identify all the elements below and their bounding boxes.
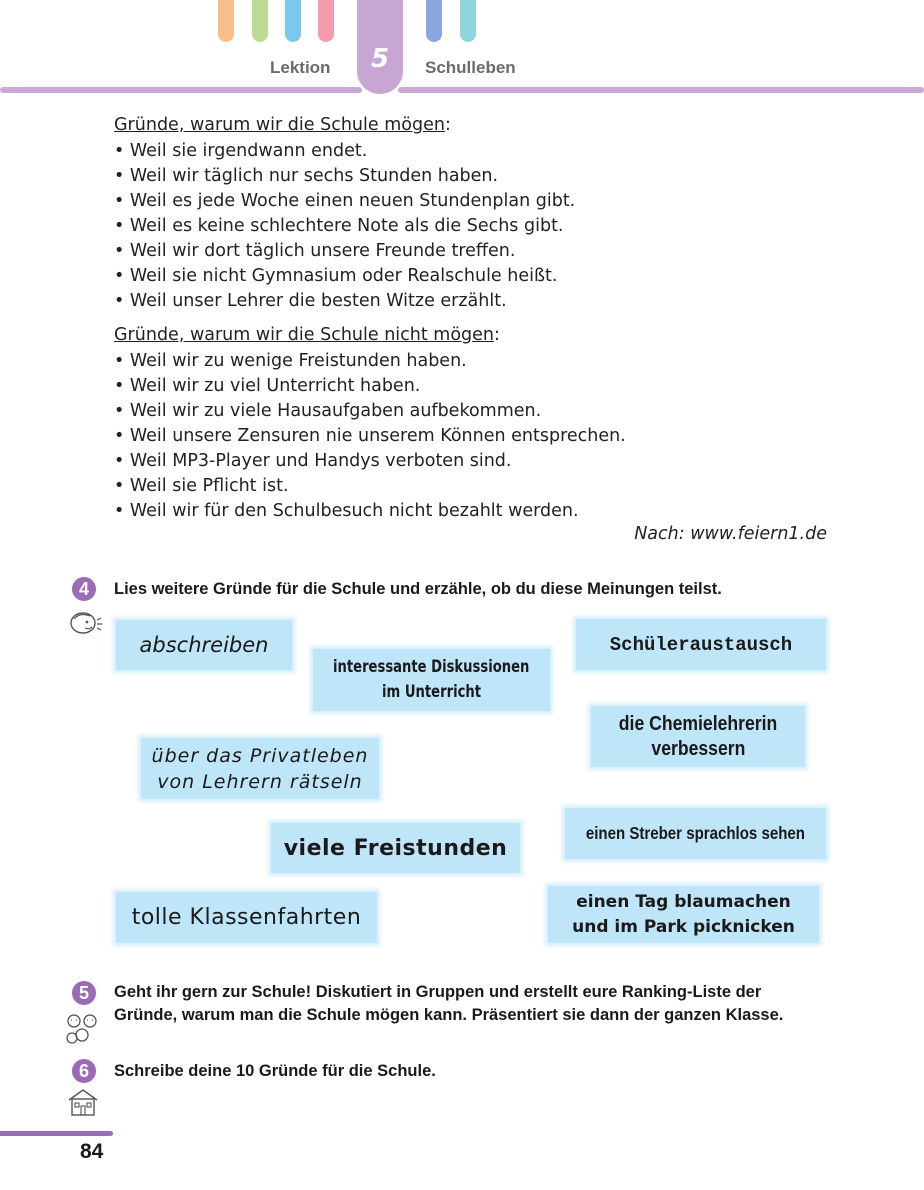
header-line-right [398, 87, 924, 93]
source-citation: Nach: www.feiern1.de [634, 524, 827, 544]
section-like-title-text: Gründe, warum wir die Schule mögen [114, 115, 445, 135]
lesson-number: 5 [370, 44, 390, 74]
header-tab-orange [218, 0, 234, 42]
card-chemielehrerin [591, 706, 805, 767]
header-tab-green [252, 0, 268, 42]
reasons-like-list [114, 139, 575, 314]
card-chemielehrerin-line1: die Chemielehrerin [618, 712, 778, 735]
card-privatleben-line2: von Lehrern rätseln [157, 770, 363, 793]
speaking-head-icon [68, 610, 104, 636]
card-diskussionen [313, 649, 550, 711]
list-item: • Weil unsere Zensuren nie unserem Können entsprechen. [114, 426, 626, 446]
lektion-label: Lektion [270, 58, 331, 77]
card-streber [565, 808, 826, 859]
list-item: • Weil wir für den Schulbesuch nicht bezahlt werden. [114, 501, 579, 521]
header-tab-blue [285, 0, 301, 42]
list-item: • Weil sie nicht Gymnasium oder Realschule heißt. [114, 266, 558, 286]
card-blaumachen-line1: einen Tag blaumachen [576, 891, 791, 912]
reasons-dislike-list [114, 349, 626, 524]
exercise-6-text: Schreibe deine 10 Gründe für die Schule. [114, 1062, 436, 1080]
card-abschreiben-text: abschreiben [139, 633, 269, 657]
card-diskussionen-line1: interessante Diskussionen [333, 657, 530, 677]
list-item: • Weil MP3-Player und Handys verboten sind. [114, 451, 512, 471]
header-line-left [0, 87, 362, 93]
card-schueleraustausch-text: Schüleraustausch [609, 633, 793, 656]
exercise-4-number: 4 [72, 577, 96, 601]
section-dislike-title: Gründe, warum wir die Schule nicht mögen: [114, 325, 500, 345]
card-diskussionen-line2: im Unterricht [382, 682, 481, 702]
list-item: • Weil es jede Woche einen neuen Stundenplan gibt. [114, 191, 576, 211]
list-item: • Weil wir dort täglich unsere Freunde treffen. [114, 241, 516, 261]
card-schueleraustausch [576, 619, 826, 670]
card-blaumachen-line2: und im Park picknicken [572, 916, 795, 937]
list-item: • Weil wir täglich nur sechs Stunden haben. [114, 166, 499, 186]
card-freistunden [271, 823, 520, 873]
card-streber-text: einen Streber sprachlos sehen [585, 823, 806, 843]
card-freistunden-text: viele Freistunden [283, 835, 508, 861]
exercise-5-text [114, 981, 828, 1027]
exercise-4-text: Lies weitere Gründe für die Schule und erzähle, ob du diese Meinungen teilst. [114, 580, 722, 598]
card-chemielehrerin-line2: verbessern [651, 737, 745, 760]
card-privatleben [141, 738, 379, 799]
page-number: 84 [80, 1140, 104, 1163]
list-item: • Weil wir zu wenige Freistunden haben. [114, 351, 467, 371]
exercise-6-number: 6 [72, 1059, 96, 1083]
list-item: • Weil es keine schlechtere Note als die Sechs gibt. [114, 216, 564, 236]
section-dislike-title-text: Gründe, warum wir die Schule nicht mögen [114, 325, 495, 345]
header-tab-indigo [426, 0, 442, 42]
list-item: • Weil unser Lehrer die besten Witze erzählt. [114, 291, 507, 311]
list-item: • Weil wir zu viele Hausaufgaben aufbekommen. [114, 401, 542, 421]
exercise-5-line2: Gründe, warum man die Schule mögen kann. Präsentiert sie dann der ganzen Klasse. [114, 1006, 784, 1024]
list-item: • Weil sie Pflicht ist. [114, 476, 289, 496]
card-klassenfahrten-text: tolle Klassenfahrten [131, 905, 362, 930]
list-item: • Weil sie irgendwann endet. [114, 141, 368, 161]
group-work-icon [62, 1012, 102, 1046]
lesson-title: Schulleben [425, 58, 516, 77]
footer-line [0, 1131, 113, 1136]
card-blaumachen [548, 886, 819, 943]
card-abschreiben [116, 620, 292, 670]
header-tab-teal [460, 0, 476, 42]
exercise-5-number: 5 [72, 981, 96, 1005]
list-item: • Weil wir zu viel Unterricht haben. [114, 376, 421, 396]
section-like-title: Gründe, warum wir die Schule mögen: [114, 115, 451, 135]
exercise-5-line1: Geht ihr gern zur Schule! Diskutiert in Gruppen und erstellt eure Ranking-Liste der [114, 983, 762, 1001]
homework-house-icon [66, 1087, 100, 1117]
card-klassenfahrten [116, 892, 377, 943]
card-privatleben-line1: über das Privatleben [151, 744, 369, 767]
header-tab-pink [318, 0, 334, 42]
